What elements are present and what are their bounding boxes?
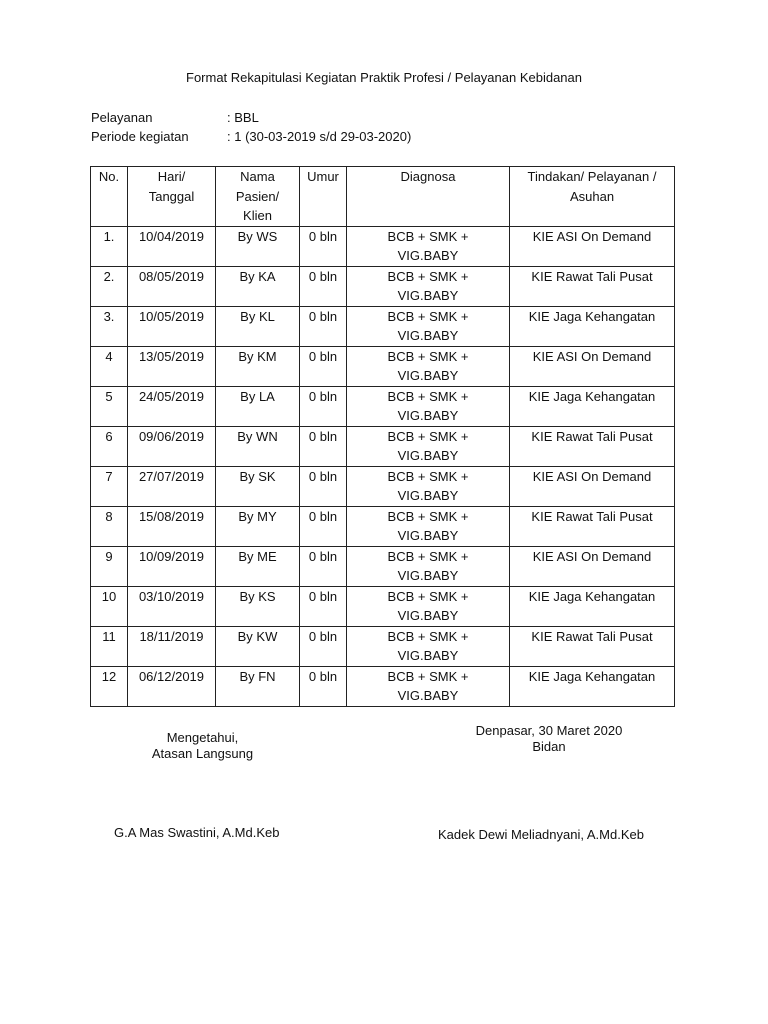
cell-diagnosa: BCB + SMK + VIG.BABY xyxy=(347,266,510,306)
cell-umur: 0 bln xyxy=(300,586,347,626)
signature-right-block xyxy=(440,723,658,755)
cell-umur: 0 bln xyxy=(300,426,347,466)
cell-no: 4 xyxy=(91,346,128,386)
table-row xyxy=(91,226,675,266)
cell-diagnosa: BCB + SMK + VIG.BABY xyxy=(347,506,510,546)
table-row xyxy=(91,506,675,546)
cell-tanggal: 10/05/2019 xyxy=(128,306,216,346)
cell-diagnosa: BCB + SMK + VIG.BABY xyxy=(347,626,510,666)
cell-diagnosa: BCB + SMK + VIG.BABY xyxy=(347,386,510,426)
meta-pelayanan xyxy=(91,110,259,125)
cell-tindakan: KIE ASI On Demand xyxy=(510,546,675,586)
cell-diagnosa: BCB + SMK + VIG.BABY xyxy=(347,666,510,706)
cell-umur: 0 bln xyxy=(300,226,347,266)
cell-umur: 0 bln xyxy=(300,306,347,346)
cell-no: 9 xyxy=(91,546,128,586)
table-row xyxy=(91,386,675,426)
cell-nama: By KA xyxy=(216,266,300,306)
cell-nama: By KL xyxy=(216,306,300,346)
cell-tindakan: KIE ASI On Demand xyxy=(510,466,675,506)
cell-umur: 0 bln xyxy=(300,386,347,426)
cell-nama: By KS xyxy=(216,586,300,626)
mengetahui-text: Mengetahui, xyxy=(166,730,239,745)
cell-umur: 0 bln xyxy=(300,506,347,546)
cell-nama: By KW xyxy=(216,626,300,666)
signature-left-block xyxy=(130,730,275,762)
cell-umur: 0 bln xyxy=(300,346,347,386)
periode-label: Periode kegiatan xyxy=(91,129,189,144)
table-header-row xyxy=(91,167,675,227)
cell-no: 7 xyxy=(91,466,128,506)
table-row xyxy=(91,426,675,466)
cell-diagnosa: BCB + SMK + VIG.BABY xyxy=(347,586,510,626)
cell-tanggal: 13/05/2019 xyxy=(128,346,216,386)
cell-tanggal: 06/12/2019 xyxy=(128,666,216,706)
table-row xyxy=(91,466,675,506)
cell-tanggal: 10/09/2019 xyxy=(128,546,216,586)
cell-no: 5 xyxy=(91,386,128,426)
cell-tindakan: KIE Jaga Kehangatan xyxy=(510,666,675,706)
cell-diagnosa: BCB + SMK + VIG.BABY xyxy=(347,426,510,466)
cell-no: 11 xyxy=(91,626,128,666)
cell-diagnosa: BCB + SMK + VIG.BABY xyxy=(347,546,510,586)
cell-tindakan: KIE ASI On Demand xyxy=(510,346,675,386)
cell-tanggal: 18/11/2019 xyxy=(128,626,216,666)
table-row xyxy=(91,546,675,586)
cell-diagnosa: BCB + SMK + VIG.BABY xyxy=(347,466,510,506)
cell-no: 1. xyxy=(91,226,128,266)
header-diagnosa: Diagnosa xyxy=(347,167,510,227)
meta-periode xyxy=(91,129,411,144)
table-row xyxy=(91,306,675,346)
cell-nama: By MY xyxy=(216,506,300,546)
cell-tanggal: 27/07/2019 xyxy=(128,466,216,506)
cell-tanggal: 10/04/2019 xyxy=(128,226,216,266)
cell-umur: 0 bln xyxy=(300,666,347,706)
header-umur: Umur xyxy=(300,167,347,227)
cell-no: 12 xyxy=(91,666,128,706)
cell-umur: 0 bln xyxy=(300,626,347,666)
cell-diagnosa: BCB + SMK + VIG.BABY xyxy=(347,346,510,386)
cell-diagnosa: BCB + SMK + VIG.BABY xyxy=(347,226,510,266)
document-title: Format Rekapitulasi Kegiatan Praktik Profesi / Pelayanan Kebidanan xyxy=(186,70,582,85)
bidan-text: Bidan xyxy=(532,739,566,754)
cell-no: 3. xyxy=(91,306,128,346)
cell-no: 10 xyxy=(91,586,128,626)
cell-no: 8 xyxy=(91,506,128,546)
cell-tindakan: KIE Jaga Kehangatan xyxy=(510,306,675,346)
cell-nama: By KM xyxy=(216,346,300,386)
cell-tindakan: KIE Rawat Tali Pusat xyxy=(510,626,675,666)
atasan-langsung-text: Atasan Langsung xyxy=(151,746,254,761)
cell-diagnosa: BCB + SMK + VIG.BABY xyxy=(347,306,510,346)
cell-no: 6 xyxy=(91,426,128,466)
cell-nama: By WN xyxy=(216,426,300,466)
table-row xyxy=(91,266,675,306)
table-row xyxy=(91,626,675,666)
cell-umur: 0 bln xyxy=(300,266,347,306)
cell-tindakan: KIE Jaga Kehangatan xyxy=(510,386,675,426)
signer-left-name: G.A Mas Swastini, A.Md.Keb xyxy=(114,825,280,840)
cell-tindakan: KIE ASI On Demand xyxy=(510,226,675,266)
cell-tanggal: 15/08/2019 xyxy=(128,506,216,546)
table-row xyxy=(91,666,675,706)
cell-umur: 0 bln xyxy=(300,466,347,506)
rekap-table xyxy=(90,166,675,707)
header-no: No. xyxy=(91,167,128,227)
cell-nama: By LA xyxy=(216,386,300,426)
cell-nama: By FN xyxy=(216,666,300,706)
cell-tanggal: 08/05/2019 xyxy=(128,266,216,306)
place-date-text: Denpasar, 30 Maret 2020 xyxy=(475,723,623,738)
table-row xyxy=(91,586,675,626)
header-tanggal: Hari/ Tanggal xyxy=(128,167,216,227)
cell-nama: By ME xyxy=(216,546,300,586)
header-nama: Nama Pasien/ Klien xyxy=(216,167,300,227)
table-body xyxy=(91,226,675,706)
periode-value: : 1 (30-03-2019 s/d 29-03-2020) xyxy=(227,129,412,144)
cell-tindakan: KIE Jaga Kehangatan xyxy=(510,586,675,626)
pelayanan-label: Pelayanan xyxy=(91,110,153,125)
cell-tindakan: KIE Rawat Tali Pusat xyxy=(510,506,675,546)
table-row xyxy=(91,346,675,386)
cell-nama: By SK xyxy=(216,466,300,506)
pelayanan-value: : BBL xyxy=(227,110,259,125)
cell-no: 2. xyxy=(91,266,128,306)
cell-tanggal: 03/10/2019 xyxy=(128,586,216,626)
cell-tanggal: 09/06/2019 xyxy=(128,426,216,466)
signer-right-name: Kadek Dewi Meliadnyani, A.Md.Keb xyxy=(438,827,644,842)
cell-nama: By WS xyxy=(216,226,300,266)
cell-tindakan: KIE Rawat Tali Pusat xyxy=(510,266,675,306)
cell-umur: 0 bln xyxy=(300,546,347,586)
header-tindakan: Tindakan/ Pelayanan / Asuhan xyxy=(510,167,675,227)
cell-tindakan: KIE Rawat Tali Pusat xyxy=(510,426,675,466)
cell-tanggal: 24/05/2019 xyxy=(128,386,216,426)
